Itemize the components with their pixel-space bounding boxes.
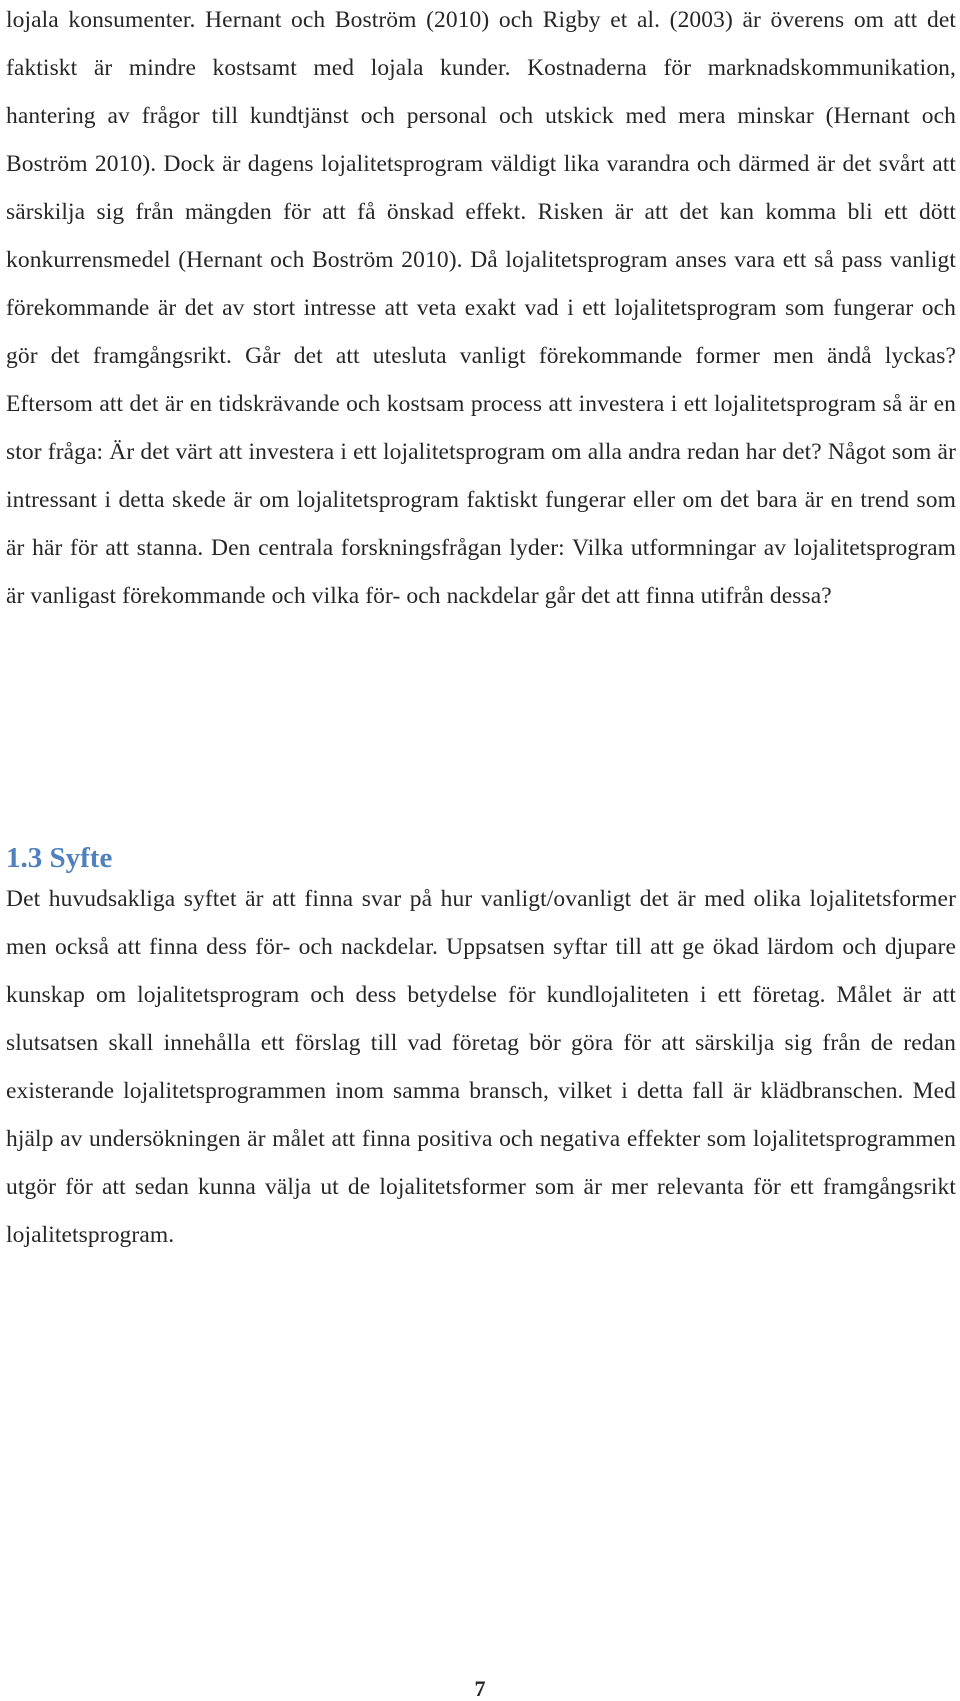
page-number: 7 [474,1676,486,1701]
body-paragraph-syfte: Det huvudsakliga syftet är att finna svar på hur vanligt/ovanligt det är med olika lojalitetsformer men också att finna dess för- och nackdelar. Uppsatsen syftar till att ge ökad lärdom och djupare kunskap om lojalitetsprogram och dess betydelse för kundlojaliteten i ett företag. Målet är att slutsatsen skall innehålla ett förslag till vad företag bör göra för att särskilja sig från de redan existerande lojalitetsprogrammen inom samma bransch, vilket i detta fall är klädbranschen. Med hjälp av undersökningen är målet att finna positiva och negativa effekter som lojalitetsprogrammen utgör för att sedan kunna välja ut de lojalitetsformer som är mer relevanta för ett framgångsrikt lojalitetsprogram. [6,886,956,1248]
section-heading-syfte: 1.3 Syfte [6,842,113,874]
body-paragraph-intro: lojala konsumenter. Hernant och Boström (2010) och Rigby et al. (2003) är överens om att det faktiskt är mindre kostsamt med lojala kunder. Kostnaderna för marknadskommunikation, hantering av frågor till kundtjänst och personal och utskick med mera minskar (Hernant och Boström 2010). Dock är dagens lojalitetsprogram väldigt lika varandra och därmed är det svårt att särskilja sig från mängden för att få önskad effekt. Risken är att det kan komma bli ett dött konkurrensmedel (Hernant och Boström 2010). Då lojalitetsprogram anses vara ett så pass vanligt förekommande är det av stort intresse att veta exakt vad i ett lojalitetsprogram som fungerar och gör det framgångsrikt. Går det att utesluta vanligt förekommande former men ändå lyckas? Eftersom att det är en tidskrävande och kostsam process att investera i ett lojalitetsprogram så är en stor fråga: Är det värt att investera i ett lojalitetsprogram om alla andra redan har det? Något som är intressant i detta skede är om lojalitetsprogram faktiskt fungerar eller om det bara är en trend som är här för att stanna. Den centrala forskningsfrågan lyder: Vilka utformningar av lojalitetsprogram är vanligast förekommande och vilka för- och nackdelar går det att finna utifrån dessa? [6,7,956,609]
